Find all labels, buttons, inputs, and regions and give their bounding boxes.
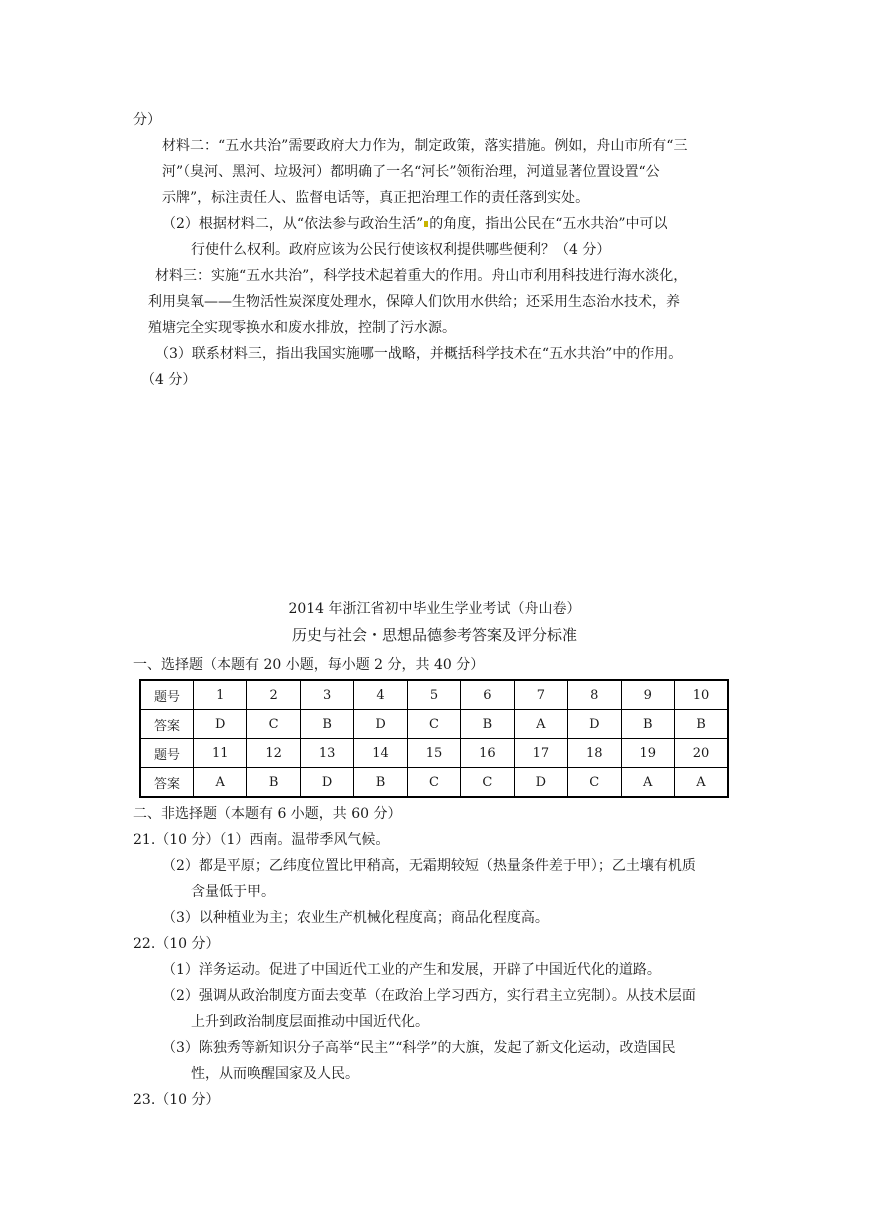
- table-cell: 6: [461, 680, 514, 710]
- table-row-header: 题号: [140, 739, 194, 768]
- table-cell: A: [621, 768, 674, 798]
- answer-line: （3）以种植业为主；农业生产机械化程度高；商品化程度高。: [162, 910, 549, 926]
- table-row: [140, 739, 728, 768]
- answer-key-title: 2014 年浙江省初中毕业生学业考试（舟山卷）: [288, 601, 581, 617]
- table-cell: 11: [194, 739, 247, 768]
- table-cell: 8: [568, 680, 621, 710]
- table-cell: D: [194, 710, 247, 739]
- text-line: （3）联系材料三，指出我国实施哪一战略，并概括科学技术在“五水共治”中的作用。: [155, 346, 683, 362]
- text-line: 示牌”，标注责任人、监督电话等，真正把治理工作的责任落到实处。: [162, 190, 590, 206]
- table-cell: 5: [407, 680, 460, 710]
- text-line: 材料三：实施“五水共治”，科学技术起着重大的作用。舟山市利用科技进行海水淡化，: [155, 268, 688, 284]
- table-row: [140, 710, 728, 739]
- answer-line: （2）都是平原；乙纬度位置比甲稍高，无霜期较短（热量条件差于甲）；乙土壤有机质: [162, 858, 696, 874]
- table-cell: C: [247, 710, 300, 739]
- answer-line: 21.（10 分）（1）西南。温带季风气候。: [133, 832, 390, 848]
- question-text-part1: （2）根据材料二，从“依法参与政治生活”: [162, 216, 424, 232]
- answer-line: （3）陈独秀等新知识分子高举“民主”“科学”的大旗，发起了新文化运动，改造国民: [162, 1040, 676, 1056]
- table-cell: B: [621, 710, 674, 739]
- text-line: （4 分）: [141, 372, 197, 388]
- answer-table: [139, 679, 729, 798]
- section-heading: 二、非选择题（本题有 6 小题，共 60 分）: [133, 806, 402, 822]
- table-cell: 17: [514, 739, 567, 768]
- table-cell: D: [514, 768, 567, 798]
- table-cell: C: [568, 768, 621, 798]
- table-cell: 3: [300, 680, 353, 710]
- answer-line: 23.（10 分）: [133, 1092, 220, 1108]
- table-cell: 18: [568, 739, 621, 768]
- table-cell: D: [354, 710, 407, 739]
- answer-line: 性，从而唤醒国家及人民。: [191, 1066, 359, 1082]
- table-cell: C: [461, 768, 514, 798]
- marker-dot: [424, 221, 428, 227]
- table-cell: A: [194, 768, 247, 798]
- answer-line: 上升到政治制度层面推动中国近代化。: [191, 1014, 429, 1030]
- table-cell: B: [300, 710, 353, 739]
- text-line: 利用臭氧——生物活性炭深度处理水，保障人们饮用水供给；还采用生态治水技术，养: [148, 294, 680, 310]
- table-cell: 4: [354, 680, 407, 710]
- table-cell: 2: [247, 680, 300, 710]
- question-line: [162, 215, 668, 233]
- table-row-header: 题号: [140, 680, 194, 710]
- table-cell: 10: [674, 680, 728, 710]
- answer-key-subtitle: 历史与社会・思想品德参考答案及评分标准: [291, 626, 577, 644]
- table-cell: D: [300, 768, 353, 798]
- table-cell: 16: [461, 739, 514, 768]
- table-cell: 19: [621, 739, 674, 768]
- table-cell: A: [514, 710, 567, 739]
- table-cell: 14: [354, 739, 407, 768]
- text-line: 分）: [133, 112, 161, 128]
- table-row: [140, 768, 728, 798]
- table-cell: 15: [407, 739, 460, 768]
- answer-line: 含量低于甲。: [191, 884, 275, 900]
- answer-line: （1）洋务运动。促进了中国近代工业的产生和发展，开辟了中国近代化的道路。: [162, 962, 661, 978]
- table-cell: B: [461, 710, 514, 739]
- section-heading: 一、选择题（本题有 20 小题，每小题 2 分，共 40 分）: [133, 657, 485, 673]
- table-cell: B: [354, 768, 407, 798]
- table-cell: B: [674, 710, 728, 739]
- table-cell: 12: [247, 739, 300, 768]
- table-row-header: 答案: [140, 710, 194, 739]
- text-line: 河”（臭河、黑河、垃圾河）都明确了一名“河长”领衔治理，河道显著位置设置“公: [162, 164, 660, 180]
- answer-line: （2）强调从政治制度方面去变革（在政治上学习西方，实行君主立宪制）。从技术层面: [162, 988, 696, 1004]
- table-cell: 7: [514, 680, 567, 710]
- table-cell: C: [407, 768, 460, 798]
- table-cell: 13: [300, 739, 353, 768]
- table-row-header: 答案: [140, 768, 194, 798]
- table-cell: B: [247, 768, 300, 798]
- table-cell: 1: [194, 680, 247, 710]
- answer-line: 22.（10 分）: [133, 936, 220, 952]
- table-cell: 20: [674, 739, 728, 768]
- text-line: 殖塘完全实现零换水和废水排放，控制了污水源。: [148, 320, 456, 336]
- text-line: 行使什么权利。政府应该为公民行使该权利提供哪些便利？（4 分）: [191, 242, 611, 258]
- table-cell: A: [674, 768, 728, 798]
- question-text-part2: 的角度，指出公民在“五水共治”中可以: [429, 216, 668, 232]
- table-cell: D: [568, 710, 621, 739]
- table-row: [140, 680, 728, 710]
- text-line: 材料二：“五水共治”需要政府大力作为，制定政策，落实措施。例如，舟山市所有“三: [162, 138, 688, 154]
- table-cell: C: [407, 710, 460, 739]
- table-cell: 9: [621, 680, 674, 710]
